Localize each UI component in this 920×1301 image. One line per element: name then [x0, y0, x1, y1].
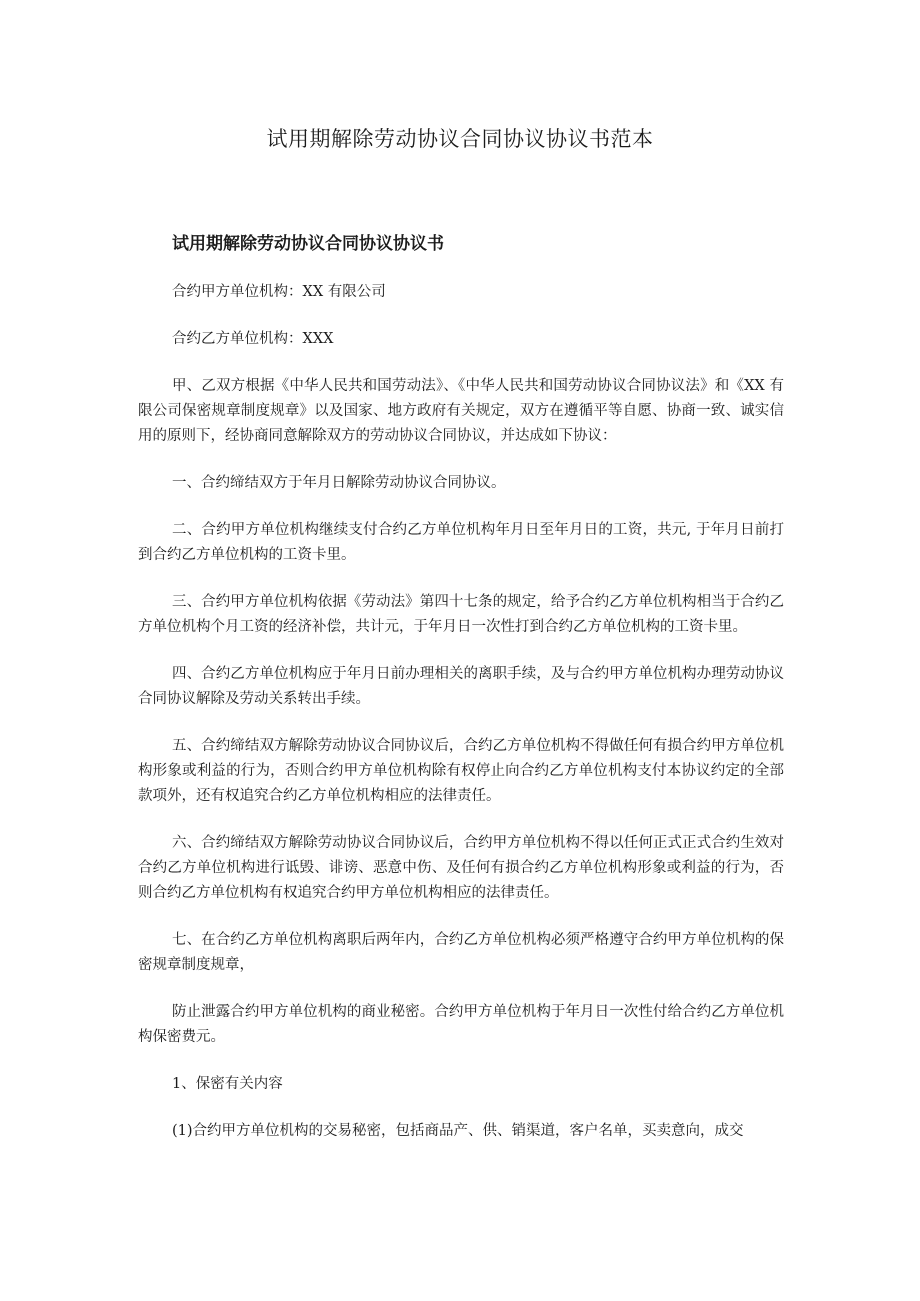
- party-a-line: 合约甲方单位机构：XX 有限公司: [172, 284, 386, 300]
- party-b-line: 合约乙方单位机构：XXX: [172, 331, 334, 347]
- clause-4: 四、合约乙方单位机构应于年月日前办理相关的离职手续，及与合约甲方单位机构办理劳动协议合同协议解除及劳动关系转出手续。: [138, 666, 784, 707]
- clause-3: 三、合约甲方单位机构依据《劳动法》第四十七条的规定，给予合约乙方单位机构相当于合约乙方单位机构个月工资的经济补偿，共计元，于年月日一次性打到合约乙方单位机构的工资卡里。: [138, 594, 784, 635]
- intro-paragraph: 甲、乙双方根据《中华人民共和国劳动法》、《中华人民共和国劳动协议合同协议法》和《XX 有限公司保密规章制度规章》以及国家、地方政府有关规定，双方在遵循平等自愿、协商一致、诚实信用的原则下，经协商同意解除双方的劳动协议合同协议，并达成如下协议：: [138, 378, 784, 444]
- clause-2: 二、合约甲方单位机构继续支付合约乙方单位机构年月日至年月日的工资，共元, 于年月日前打到合约乙方单位机构的工资卡里。: [138, 522, 784, 563]
- clause-7: 七、在合约乙方单位机构离职后两年内，合约乙方单位机构必须严格遵守合约甲方单位机构的保密规章制度规章，: [138, 932, 784, 973]
- document-body: [138, 230, 784, 1166]
- clause-1: 一、合约缔结双方于年月日解除劳动协议合同协议。: [172, 475, 506, 491]
- confidentiality-item-1: (1)合约甲方单位机构的交易秘密，包括商品产、供、销渠道，客户名单，买卖意向，成交: [172, 1123, 744, 1139]
- clause-6: 六、合约缔结双方解除劳动协议合同协议后，合约甲方单位机构不得以任何正式正式合约生效对合约乙方单位机构进行诋毁、诽谤、恶意中伤、及任何有损合约乙方单位机构形象或利益的行为，否则合约乙方单位机构有权追究合约甲方单位机构相应的法律责任。: [138, 835, 784, 901]
- agreement-subtitle: 试用期解除劳动协议合同协议协议书: [172, 234, 444, 254]
- clause-7-continued: 防止泄露合约甲方单位机构的商业秘密。合约甲方单位机构于年月日一次性付给合约乙方单位机构保密费元。: [138, 1004, 784, 1045]
- confidentiality-section-heading: 1、保密有关内容: [172, 1076, 283, 1092]
- clause-5: 五、合约缔结双方解除劳动协议合同协议后，合约乙方单位机构不得做任何有损合约甲方单位机构形象或利益的行为，否则合约甲方单位机构除有权停止向合约乙方单位机构支付本协议约定的全部款项外，还有权追究合约乙方单位机构相应的法律责任。: [138, 738, 784, 804]
- document-title: 试用期解除劳动协议合同协议协议书范本: [266, 127, 654, 151]
